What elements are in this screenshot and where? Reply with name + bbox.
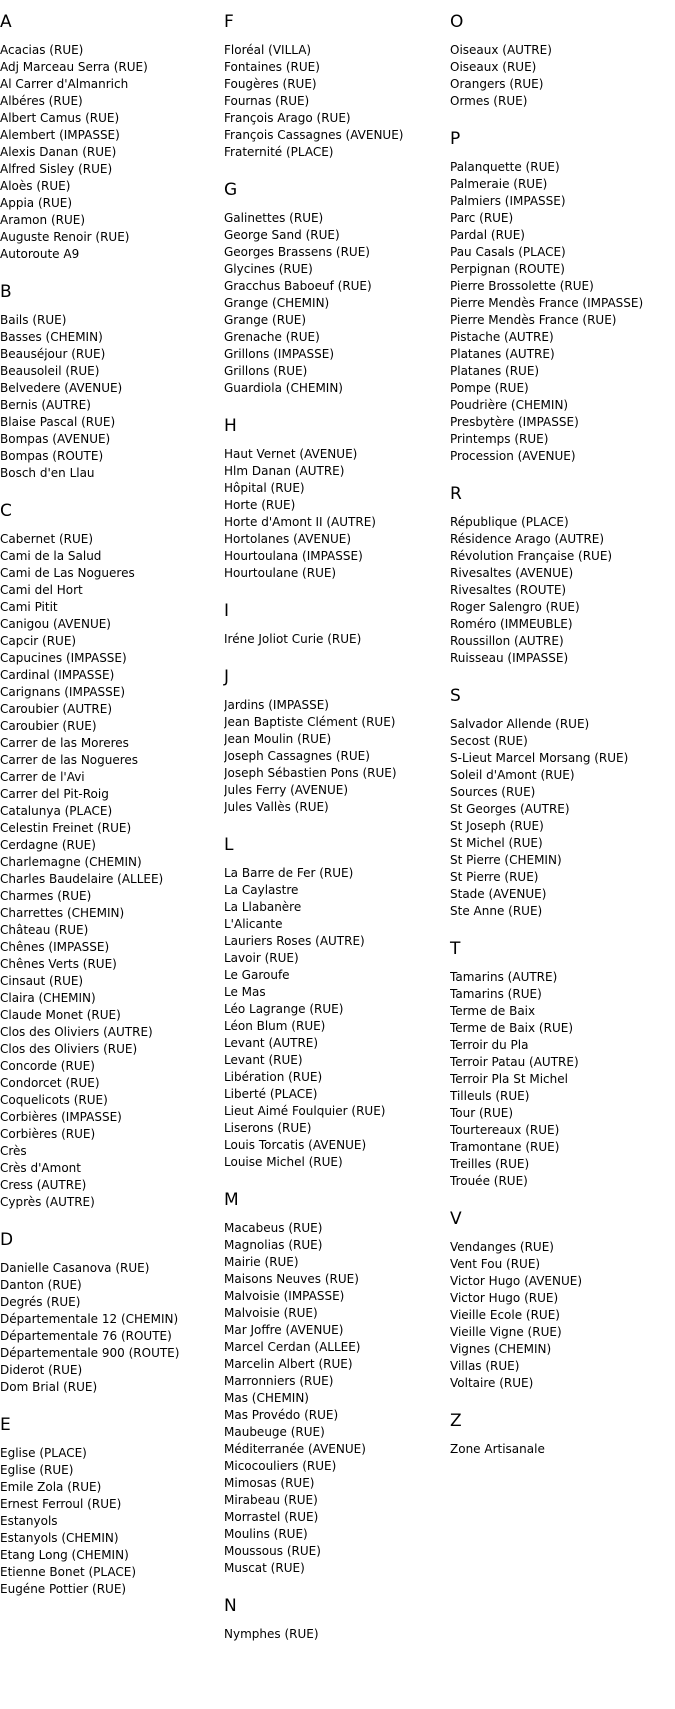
street-item: Albert Camus (RUE) <box>0 111 120 125</box>
street-item: Dom Brial (RUE) <box>0 1380 98 1394</box>
street-list <box>450 1239 675 1392</box>
street-item: Malvoisie (RUE) <box>224 1306 318 1320</box>
street-item: Jules Ferry (AVENUE) <box>224 783 349 797</box>
letter-heading: M <box>224 1190 239 1210</box>
street-item: Marcel Cerdan (ALLEE) <box>224 1340 361 1354</box>
street-item: Platanes (RUE) <box>450 364 540 378</box>
letter-section <box>224 180 450 397</box>
street-item: Pierre Brossolette (RUE) <box>450 279 594 293</box>
street-item: Iréne Joliot Curie (RUE) <box>224 632 362 646</box>
street-item: Villas (RUE) <box>450 1359 520 1373</box>
street-item: Horte (RUE) <box>224 498 296 512</box>
street-item: Bompas (ROUTE) <box>0 449 104 463</box>
street-item: Chênes Verts (RUE) <box>0 957 117 971</box>
street-item: Mas Provédo (RUE) <box>224 1408 339 1422</box>
street-item: Orangers (RUE) <box>450 77 544 91</box>
street-item: Pierre Mendès France (RUE) <box>450 313 617 327</box>
street-list <box>450 1441 675 1458</box>
street-item: Tamarins (RUE) <box>450 987 542 1001</box>
street-list <box>0 312 224 482</box>
street-item: Carrer del Pit-Roig <box>0 787 109 801</box>
street-item: Carrer de l'Avi <box>0 770 85 784</box>
street-item: Cami del Hort <box>0 583 83 597</box>
street-item: Fournas (RUE) <box>224 94 310 108</box>
letter-heading: Z <box>450 1411 462 1431</box>
street-item: Mairie (RUE) <box>224 1255 299 1269</box>
street-item: Carrer de las Moreres <box>0 736 129 750</box>
street-item: Etang Long (CHEMIN) <box>0 1548 129 1562</box>
column-1 <box>0 12 224 1617</box>
street-item: Auguste Renoir (RUE) <box>0 230 130 244</box>
street-list <box>450 514 675 667</box>
street-item: Joseph Cassagnes (RUE) <box>224 749 370 763</box>
street-item: Micocouliers (RUE) <box>224 1459 337 1473</box>
street-item: Moulins (RUE) <box>224 1527 308 1541</box>
street-item: Liberté (PLACE) <box>224 1087 318 1101</box>
street-item: Grange (CHEMIN) <box>224 296 330 310</box>
street-item: Tour (RUE) <box>450 1106 514 1120</box>
street-item: Crès <box>0 1144 27 1158</box>
street-item: Horte d'Amont II (AUTRE) <box>224 515 376 529</box>
letter-section <box>450 686 675 920</box>
street-list <box>450 969 675 1190</box>
street-item: Vignes (CHEMIN) <box>450 1342 552 1356</box>
street-item: Louis Torcatis (AVENUE) <box>224 1138 367 1152</box>
street-item: Terme de Baix <box>450 1004 536 1018</box>
street-item: Chênes (IMPASSE) <box>0 940 110 954</box>
street-item: Caroubier (RUE) <box>0 719 97 733</box>
letter-section <box>0 1230 224 1396</box>
street-item: Lauriers Roses (AUTRE) <box>224 934 365 948</box>
street-item: Clos des Oliviers (AUTRE) <box>0 1025 153 1039</box>
street-item: Cerdagne (RUE) <box>0 838 96 852</box>
letter-heading: N <box>224 1596 237 1616</box>
street-item: Le Garoufe <box>224 968 290 982</box>
street-item: S-Lieut Marcel Morsang (RUE) <box>450 751 629 765</box>
street-item: Mimosas (RUE) <box>224 1476 315 1490</box>
street-item: Bompas (AVENUE) <box>0 432 111 446</box>
street-item: Zone Artisanale <box>450 1442 545 1456</box>
street-item: Acacias (RUE) <box>0 43 84 57</box>
letter-heading: F <box>224 12 234 32</box>
street-item: Diderot (RUE) <box>0 1363 83 1377</box>
street-item: Méditerranée (AVENUE) <box>224 1442 366 1456</box>
street-item: Marronniers (RUE) <box>224 1374 334 1388</box>
street-item: Rivesaltes (AVENUE) <box>450 566 574 580</box>
column-2 <box>224 12 450 1662</box>
street-item: Cami de la Salud <box>0 549 102 563</box>
street-item: Bernis (AUTRE) <box>0 398 91 412</box>
street-item: Levant (AUTRE) <box>224 1036 319 1050</box>
street-item: Tourtereaux (RUE) <box>450 1123 560 1137</box>
street-item: Maisons Neuves (RUE) <box>224 1272 359 1286</box>
letter-heading: B <box>0 282 12 302</box>
street-item: Secost (RUE) <box>450 734 528 748</box>
street-list <box>224 210 450 397</box>
street-item: Moussous (RUE) <box>224 1544 321 1558</box>
street-item: Départementale 12 (CHEMIN) <box>0 1312 179 1326</box>
street-item: Départementale 900 (ROUTE) <box>0 1346 180 1360</box>
street-item: Bails (RUE) <box>0 313 67 327</box>
street-item: Crès d'Amont <box>0 1161 81 1175</box>
column-3 <box>450 12 675 1477</box>
street-item: Lavoir (RUE) <box>224 951 299 965</box>
street-item: Corbières (IMPASSE) <box>0 1110 122 1124</box>
street-item: Coquelicots (RUE) <box>0 1093 108 1107</box>
street-item: Liserons (RUE) <box>224 1121 312 1135</box>
letter-section <box>224 1190 450 1577</box>
letter-section <box>224 416 450 582</box>
street-item: Parc (RUE) <box>450 211 514 225</box>
street-item: Autoroute A9 <box>0 247 80 261</box>
letter-section <box>450 939 675 1190</box>
street-item: Presbytère (IMPASSE) <box>450 415 579 429</box>
street-item: Château (RUE) <box>0 923 89 937</box>
street-item: George Sand (RUE) <box>224 228 340 242</box>
street-list <box>450 716 675 920</box>
street-item: Victor Hugo (RUE) <box>450 1291 559 1305</box>
street-item: Degrés (RUE) <box>0 1295 81 1309</box>
letter-section <box>0 282 224 482</box>
street-item: Alfred Sisley (RUE) <box>0 162 113 176</box>
street-item: Louise Michel (RUE) <box>224 1155 343 1169</box>
street-item: Grange (RUE) <box>224 313 307 327</box>
street-item: Oiseaux (RUE) <box>450 60 537 74</box>
street-item: République (PLACE) <box>450 515 569 529</box>
letter-heading: L <box>224 835 234 855</box>
street-item: Lieut Aimé Foulquier (RUE) <box>224 1104 386 1118</box>
street-item: François Cassagnes (AVENUE) <box>224 128 404 142</box>
street-item: Carrer de las Nogueres <box>0 753 139 767</box>
street-item: Pompe (RUE) <box>450 381 529 395</box>
street-item: Beauséjour (RUE) <box>0 347 106 361</box>
street-item: St Georges (AUTRE) <box>450 802 570 816</box>
street-item: St Pierre (RUE) <box>450 870 539 884</box>
letter-section <box>0 501 224 1211</box>
street-item: Poudrière (CHEMIN) <box>450 398 569 412</box>
street-item: Belvedere (AVENUE) <box>0 381 123 395</box>
street-item: Catalunya (PLACE) <box>0 804 113 818</box>
letter-heading: I <box>224 601 230 621</box>
street-item: Adj Marceau Serra (RUE) <box>0 60 148 74</box>
street-item: Oiseaux (AUTRE) <box>450 43 552 57</box>
street-item: Roméro (IMMEUBLE) <box>450 617 573 631</box>
street-item: Condorcet (RUE) <box>0 1076 100 1090</box>
street-item: Clos des Oliviers (RUE) <box>0 1042 138 1056</box>
street-item: Platanes (AUTRE) <box>450 347 555 361</box>
street-item: Terme de Baix (RUE) <box>450 1021 573 1035</box>
street-item: Tamarins (AUTRE) <box>450 970 558 984</box>
street-item: Cress (AUTRE) <box>0 1178 87 1192</box>
street-item: Al Carrer d'Almanrich <box>0 77 129 91</box>
street-item: Canigou (AVENUE) <box>0 617 111 631</box>
street-item: Salvador Allende (RUE) <box>450 717 590 731</box>
street-item: Hôpital (RUE) <box>224 481 305 495</box>
letter-section <box>224 12 450 161</box>
letter-heading: T <box>450 939 461 959</box>
street-item: St Michel (RUE) <box>450 836 543 850</box>
street-item: Galinettes (RUE) <box>224 211 324 225</box>
street-item: Claira (CHEMIN) <box>0 991 96 1005</box>
street-item: Ernest Ferroul (RUE) <box>0 1497 122 1511</box>
street-list <box>450 42 675 110</box>
street-item: Macabeus (RUE) <box>224 1221 323 1235</box>
street-item: Magnolias (RUE) <box>224 1238 323 1252</box>
street-list <box>224 1220 450 1577</box>
street-item: Hortolanes (AVENUE) <box>224 532 352 546</box>
street-item: Terroir du Pla <box>450 1038 529 1052</box>
street-item: Guardiola (CHEMIN) <box>224 381 343 395</box>
street-item: Palanquette (RUE) <box>450 160 560 174</box>
street-item: Sources (RUE) <box>450 785 536 799</box>
street-item: Estanyols (CHEMIN) <box>0 1531 119 1545</box>
street-item: Charrettes (CHEMIN) <box>0 906 125 920</box>
street-item: Morrastel (RUE) <box>224 1510 319 1524</box>
street-item: Vieille Vigne (RUE) <box>450 1325 562 1339</box>
street-item: Treilles (RUE) <box>450 1157 530 1171</box>
street-item: Palmeraie (RUE) <box>450 177 548 191</box>
street-item: La Llabanère <box>224 900 302 914</box>
street-item: Eglise (PLACE) <box>0 1446 87 1460</box>
letter-heading: C <box>0 501 12 521</box>
letter-section <box>0 12 224 263</box>
street-item: Alembert (IMPASSE) <box>0 128 120 142</box>
street-item: Trouée (RUE) <box>450 1174 528 1188</box>
street-item: Terroir Patau (AUTRE) <box>450 1055 579 1069</box>
street-item: Hlm Danan (AUTRE) <box>224 464 345 478</box>
street-list <box>450 159 675 465</box>
street-item: Mas (CHEMIN) <box>224 1391 309 1405</box>
street-item: Léon Blum (RUE) <box>224 1019 326 1033</box>
letter-section <box>224 601 450 648</box>
letter-heading: G <box>224 180 238 200</box>
street-item: Le Mas <box>224 985 266 999</box>
street-item: Charles Baudelaire (ALLEE) <box>0 872 164 886</box>
street-item: Roussillon (AUTRE) <box>450 634 564 648</box>
letter-heading: E <box>0 1415 11 1435</box>
street-list <box>0 42 224 263</box>
street-item: Bosch d'en Llau <box>0 466 95 480</box>
letter-section <box>450 1209 675 1392</box>
letter-section <box>450 484 675 667</box>
street-item: Charlemagne (CHEMIN) <box>0 855 142 869</box>
street-item: Basses (CHEMIN) <box>0 330 103 344</box>
street-item: St Joseph (RUE) <box>450 819 544 833</box>
street-item: Cardinal (IMPASSE) <box>0 668 115 682</box>
street-item: Caroubier (AUTRE) <box>0 702 113 716</box>
street-item: Ste Anne (RUE) <box>450 904 543 918</box>
street-item: Mar Joffre (AVENUE) <box>224 1323 344 1337</box>
letter-section <box>450 1411 675 1458</box>
street-item: Léo Lagrange (RUE) <box>224 1002 344 1016</box>
street-list <box>0 531 224 1211</box>
street-item: Grillons (IMPASSE) <box>224 347 334 361</box>
street-item: Cami de Las Nogueres <box>0 566 135 580</box>
street-item: Procession (AVENUE) <box>450 449 576 463</box>
street-item: Nymphes (RUE) <box>224 1627 319 1641</box>
street-item: Roger Salengro (RUE) <box>450 600 580 614</box>
street-item: Muscat (RUE) <box>224 1561 305 1575</box>
street-item: Stade (AVENUE) <box>450 887 547 901</box>
street-list <box>224 42 450 161</box>
street-item: Albéres (RUE) <box>0 94 83 108</box>
letter-heading: S <box>450 686 461 706</box>
street-item: Printemps (RUE) <box>450 432 549 446</box>
street-item: Hourtoulane (RUE) <box>224 566 337 580</box>
letter-heading: H <box>224 416 237 436</box>
street-item: Jean Baptiste Clément (RUE) <box>224 715 396 729</box>
street-item: Jean Moulin (RUE) <box>224 732 332 746</box>
street-item: Palmiers (IMPASSE) <box>450 194 566 208</box>
street-item: Glycines (RUE) <box>224 262 313 276</box>
street-item: Rivesaltes (ROUTE) <box>450 583 567 597</box>
street-item: Floréal (VILLA) <box>224 43 312 57</box>
street-item: Grillons (RUE) <box>224 364 308 378</box>
street-item: Cyprès (AUTRE) <box>0 1195 95 1209</box>
street-item: Concorde (RUE) <box>0 1059 95 1073</box>
street-item: François Arago (RUE) <box>224 111 351 125</box>
street-item: Eglise (RUE) <box>0 1463 74 1477</box>
street-item: Jules Vallès (RUE) <box>224 800 329 814</box>
street-list <box>0 1260 224 1396</box>
letter-heading: P <box>450 129 461 149</box>
letter-section <box>224 667 450 816</box>
street-item: Georges Brassens (RUE) <box>224 245 370 259</box>
letter-heading: A <box>0 12 12 32</box>
street-item: Capcir (RUE) <box>0 634 77 648</box>
street-item: Libération (RUE) <box>224 1070 323 1084</box>
street-item: Terroir Pla St Michel <box>450 1072 568 1086</box>
letter-heading: R <box>450 484 462 504</box>
street-item: Aramon (RUE) <box>0 213 86 227</box>
letter-section <box>0 1415 224 1598</box>
street-item: Mirabeau (RUE) <box>224 1493 318 1507</box>
street-item: Corbières (RUE) <box>0 1127 96 1141</box>
street-list <box>0 1445 224 1598</box>
street-item: La Barre de Fer (RUE) <box>224 866 354 880</box>
street-item: Danielle Casanova (RUE) <box>0 1261 150 1275</box>
street-item: Pistache (AUTRE) <box>450 330 554 344</box>
street-item: Charmes (RUE) <box>0 889 92 903</box>
street-item: Révolution Française (RUE) <box>450 549 613 563</box>
street-item: L'Alicante <box>224 917 283 931</box>
street-list <box>224 865 450 1171</box>
street-item: Ormes (RUE) <box>450 94 528 108</box>
street-item: Etienne Bonet (PLACE) <box>0 1565 137 1579</box>
street-item: Voltaire (RUE) <box>450 1376 534 1390</box>
street-item: Jardins (IMPASSE) <box>224 698 329 712</box>
street-item: Pau Casals (PLACE) <box>450 245 566 259</box>
street-item: Marcelin Albert (RUE) <box>224 1357 353 1371</box>
street-item: Joseph Sébastien Pons (RUE) <box>224 766 397 780</box>
street-item: Perpignan (ROUTE) <box>450 262 565 276</box>
street-item: Emile Zola (RUE) <box>0 1480 102 1494</box>
letter-heading: O <box>450 12 464 32</box>
street-item: Soleil d'Amont (RUE) <box>450 768 575 782</box>
street-item: Tilleuls (RUE) <box>450 1089 530 1103</box>
street-item: Grenache (RUE) <box>224 330 320 344</box>
street-item: Vent Fou (RUE) <box>450 1257 541 1271</box>
street-item: Celestin Freinet (RUE) <box>0 821 132 835</box>
street-item: Vendanges (RUE) <box>450 1240 554 1254</box>
street-item: La Caylastre <box>224 883 299 897</box>
street-item: Blaise Pascal (RUE) <box>0 415 116 429</box>
street-item: Cabernet (RUE) <box>0 532 94 546</box>
street-item: Claude Monet (RUE) <box>0 1008 121 1022</box>
street-item: Malvoisie (IMPASSE) <box>224 1289 345 1303</box>
street-list <box>224 1626 450 1643</box>
street-list <box>224 631 450 648</box>
letter-heading: V <box>450 1209 462 1229</box>
street-item: Maubeuge (RUE) <box>224 1425 325 1439</box>
street-item: Fontaines (RUE) <box>224 60 320 74</box>
street-item: Eugéne Pottier (RUE) <box>0 1582 127 1596</box>
letter-heading: J <box>224 667 230 687</box>
street-item: Levant (RUE) <box>224 1053 303 1067</box>
street-item: Capucines (IMPASSE) <box>0 651 127 665</box>
street-item: Vieille Ecole (RUE) <box>450 1308 560 1322</box>
street-item: Cami Pitit <box>0 600 58 614</box>
street-item: Fougères (RUE) <box>224 77 317 91</box>
street-item: Gracchus Baboeuf (RUE) <box>224 279 372 293</box>
street-item: Carignans (IMPASSE) <box>0 685 125 699</box>
street-item: Haut Vernet (AVENUE) <box>224 447 358 461</box>
street-item: Résidence Arago (AUTRE) <box>450 532 605 546</box>
letter-heading: D <box>0 1230 14 1250</box>
street-item: Ruisseau (IMPASSE) <box>450 651 569 665</box>
letter-section <box>450 129 675 465</box>
street-item: Alexis Danan (RUE) <box>0 145 117 159</box>
street-item: Pardal (RUE) <box>450 228 525 242</box>
street-item: Pierre Mendès France (IMPASSE) <box>450 296 644 310</box>
letter-section <box>224 1596 450 1643</box>
street-item: Victor Hugo (AVENUE) <box>450 1274 583 1288</box>
street-item: Aloès (RUE) <box>0 179 71 193</box>
street-list <box>224 446 450 582</box>
street-item: Danton (RUE) <box>0 1278 82 1292</box>
street-item: Estanyols <box>0 1514 58 1528</box>
street-item: Tramontane (RUE) <box>450 1140 560 1154</box>
street-item: Appia (RUE) <box>0 196 73 210</box>
street-item: Fraternité (PLACE) <box>224 145 334 159</box>
street-item: Beausoleil (RUE) <box>0 364 100 378</box>
street-item: Départementale 76 (ROUTE) <box>0 1329 172 1343</box>
street-item: Hourtoulana (IMPASSE) <box>224 549 363 563</box>
street-item: St Pierre (CHEMIN) <box>450 853 562 867</box>
street-list <box>224 697 450 816</box>
letter-section <box>450 12 675 110</box>
street-item: Cinsaut (RUE) <box>0 974 84 988</box>
letter-section <box>224 835 450 1171</box>
